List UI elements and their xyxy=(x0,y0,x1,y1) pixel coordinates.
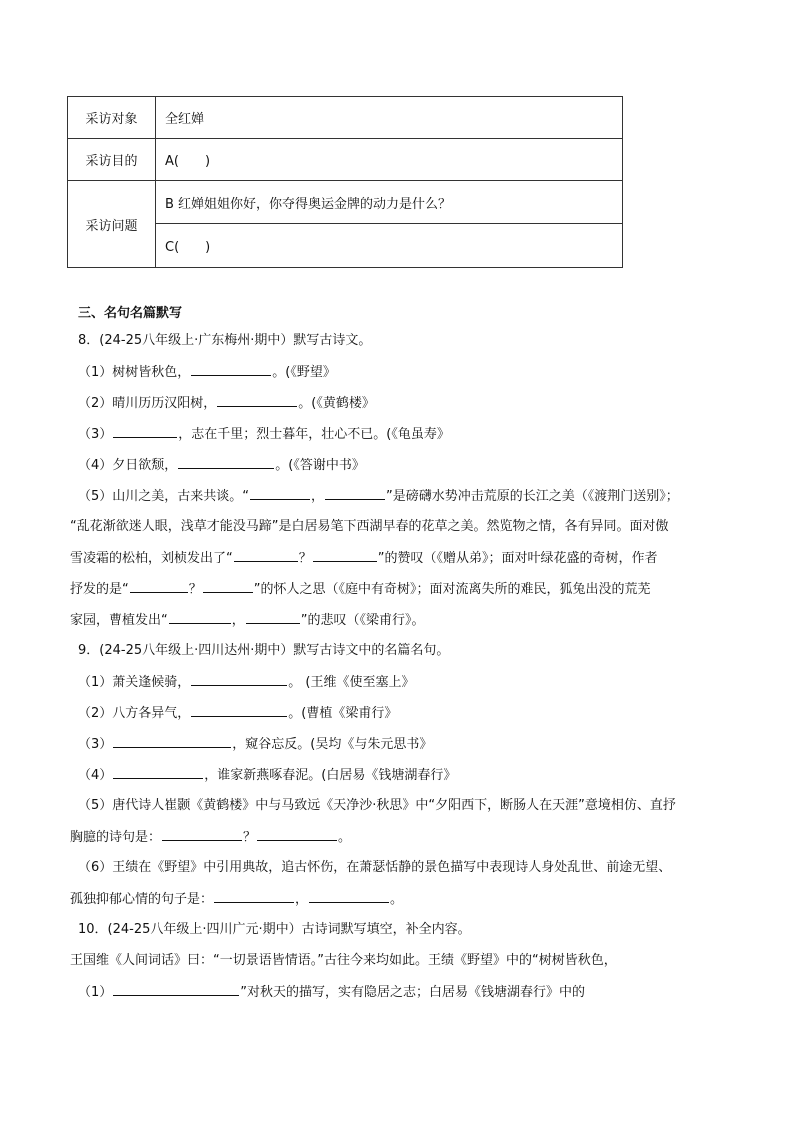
item-text: ”是磅礴水势冲击荒原的长江之美（《渡荆门送别》； xyxy=(386,489,679,504)
item-text: 。 xyxy=(390,892,404,907)
answer-blank[interactable] xyxy=(113,735,231,748)
section-heading: 三、名句名篇默写 xyxy=(78,306,183,321)
item-text: 。(《答谢中书》 xyxy=(275,458,365,473)
row-label: 采访对象 xyxy=(68,97,156,139)
item-text: （2）晴川历历汉阳树， xyxy=(78,396,217,411)
item-text: （1）树树皆秋色， xyxy=(78,365,191,380)
item-text: 抒发的是“ xyxy=(70,582,129,597)
answer-blank[interactable] xyxy=(113,983,239,996)
answer-blank[interactable] xyxy=(325,487,385,500)
table-row xyxy=(68,97,623,139)
question-item xyxy=(78,704,397,723)
answer-blank[interactable] xyxy=(203,580,253,593)
item-text: 胸臆的诗句是： xyxy=(70,830,162,845)
row-value: B 红婵姐姐你好，你夺得奥运金牌的动力是什么？ xyxy=(156,181,623,224)
question-item xyxy=(70,611,425,630)
item-text: ”对秋天的描写，实有隐居之志；白居易《钱塘湖春行》中的 xyxy=(240,985,586,1000)
item-text: ”的悲叹（《梁甫行》。 xyxy=(300,613,425,628)
question-item xyxy=(78,425,450,444)
item-text: ，谁家新燕啄春泥。(白居易《钱塘湖春行》 xyxy=(204,768,457,783)
question-item xyxy=(78,363,336,382)
interview-table xyxy=(67,96,623,268)
question-item xyxy=(70,549,658,568)
item-text: （5）山川之美，古来共谈。“ xyxy=(78,489,250,504)
row-value: C( ) xyxy=(156,224,623,268)
item-text: ，志在千里；烈士暮年，壮心不已。(《龟虽寿》 xyxy=(178,427,450,442)
item-text: 。(《野望》 xyxy=(272,365,336,380)
question-item xyxy=(70,580,651,599)
item-text: 雪凌霜的松柏，刘桢发出了“ xyxy=(70,551,233,566)
answer-blank[interactable] xyxy=(313,549,377,562)
answer-blank[interactable] xyxy=(217,394,297,407)
answer-blank[interactable] xyxy=(191,673,287,686)
item-text: ？ xyxy=(243,830,257,845)
answer-blank[interactable] xyxy=(169,611,231,624)
item-text: ”的怀人之思（《庭中有奇树》；面对流离失所的难民，狐兔出没的荒芜 xyxy=(253,582,651,597)
question-item xyxy=(78,487,679,506)
row-value: 全红婵 xyxy=(156,97,623,139)
answer-blank[interactable] xyxy=(162,828,242,841)
item-text: 家园，曹植发出“ xyxy=(70,613,168,628)
question-item xyxy=(78,673,415,692)
item-text: ？ xyxy=(188,582,202,597)
answer-blank[interactable] xyxy=(214,890,294,903)
question-item xyxy=(78,983,585,1002)
answer-blank[interactable] xyxy=(257,828,337,841)
item-text: （2）八方各异气， xyxy=(78,706,191,721)
item-text: 。 xyxy=(338,830,352,845)
row-value: A( ) xyxy=(156,139,623,181)
question-text-line: （6）王绩在《野望》中引用典故，追古怀伤，在萧瑟恬静的景色描写中表现诗人身处乱世、前途无望、 xyxy=(78,860,672,875)
table-row xyxy=(68,139,623,181)
item-text: ， xyxy=(311,489,325,504)
item-text: ， xyxy=(295,892,309,907)
item-text: ？ xyxy=(298,551,312,566)
item-text: ，窥谷忘反。(吴均《与朱元思书》 xyxy=(232,737,433,752)
answer-blank[interactable] xyxy=(234,549,298,562)
question-intro: 8．(24-25八年级上·广东梅州·期中）默写古诗文。 xyxy=(78,333,372,348)
answer-blank[interactable] xyxy=(130,580,188,593)
question-text-line: “乱花渐欲迷人眼，浅草才能没马蹄”是白居易笔下西湖早春的花草之美。然览物之情，各有异同。面对傲 xyxy=(70,519,669,534)
question-item xyxy=(70,890,403,909)
item-text: （3） xyxy=(78,737,113,752)
table-row xyxy=(68,181,623,224)
item-text: （1） xyxy=(78,985,113,1000)
item-text: ， xyxy=(231,613,245,628)
question-intro: 9．(24-25八年级上·四川达州·期中）默写古诗文中的名篇名句。 xyxy=(78,643,450,658)
row-label: 采访目的 xyxy=(68,139,156,181)
item-text: （1）萧关逢候骑， xyxy=(78,675,191,690)
answer-blank[interactable] xyxy=(113,425,177,438)
row-label: 采访问题 xyxy=(68,181,156,268)
answer-blank[interactable] xyxy=(309,890,389,903)
question-text-line: （5）唐代诗人崔颢《黄鹤楼》中与马致远《天净沙·秋思》中“夕阳西下，断肠人在天涯”意境相仿、直抒 xyxy=(78,798,676,813)
answer-blank[interactable] xyxy=(178,456,274,469)
question-item xyxy=(78,394,375,413)
question-text-line: 王国维《人间词话》曰：“一切景语皆情语。”古往今来均如此。王绩《野望》中的“树树皆秋色， xyxy=(70,953,617,968)
item-text: （4）夕日欲颓， xyxy=(78,458,178,473)
question-item xyxy=(78,735,432,754)
item-text: 。(曹植《梁甫行》 xyxy=(288,706,398,721)
question-item xyxy=(70,828,351,847)
question-intro: 10．(24-25八年级上·四川广元·期中）古诗词默写填空，补全内容。 xyxy=(78,922,471,937)
item-text: （4） xyxy=(78,768,113,783)
answer-blank[interactable] xyxy=(250,487,310,500)
item-text: 。 (王维《使至塞上》 xyxy=(288,675,415,690)
question-item xyxy=(78,456,365,475)
answer-blank[interactable] xyxy=(191,363,271,376)
question-item xyxy=(78,766,456,785)
answer-blank[interactable] xyxy=(113,766,203,779)
item-text: 孤独抑郁心情的句子是： xyxy=(70,892,214,907)
answer-blank[interactable] xyxy=(191,704,287,717)
item-text: （3） xyxy=(78,427,113,442)
item-text: ”的赞叹（《赠从弟》；面对叶绿花盛的奇树，作者 xyxy=(377,551,658,566)
answer-blank[interactable] xyxy=(246,611,300,624)
item-text: 。(《黄鹤楼》 xyxy=(298,396,375,411)
